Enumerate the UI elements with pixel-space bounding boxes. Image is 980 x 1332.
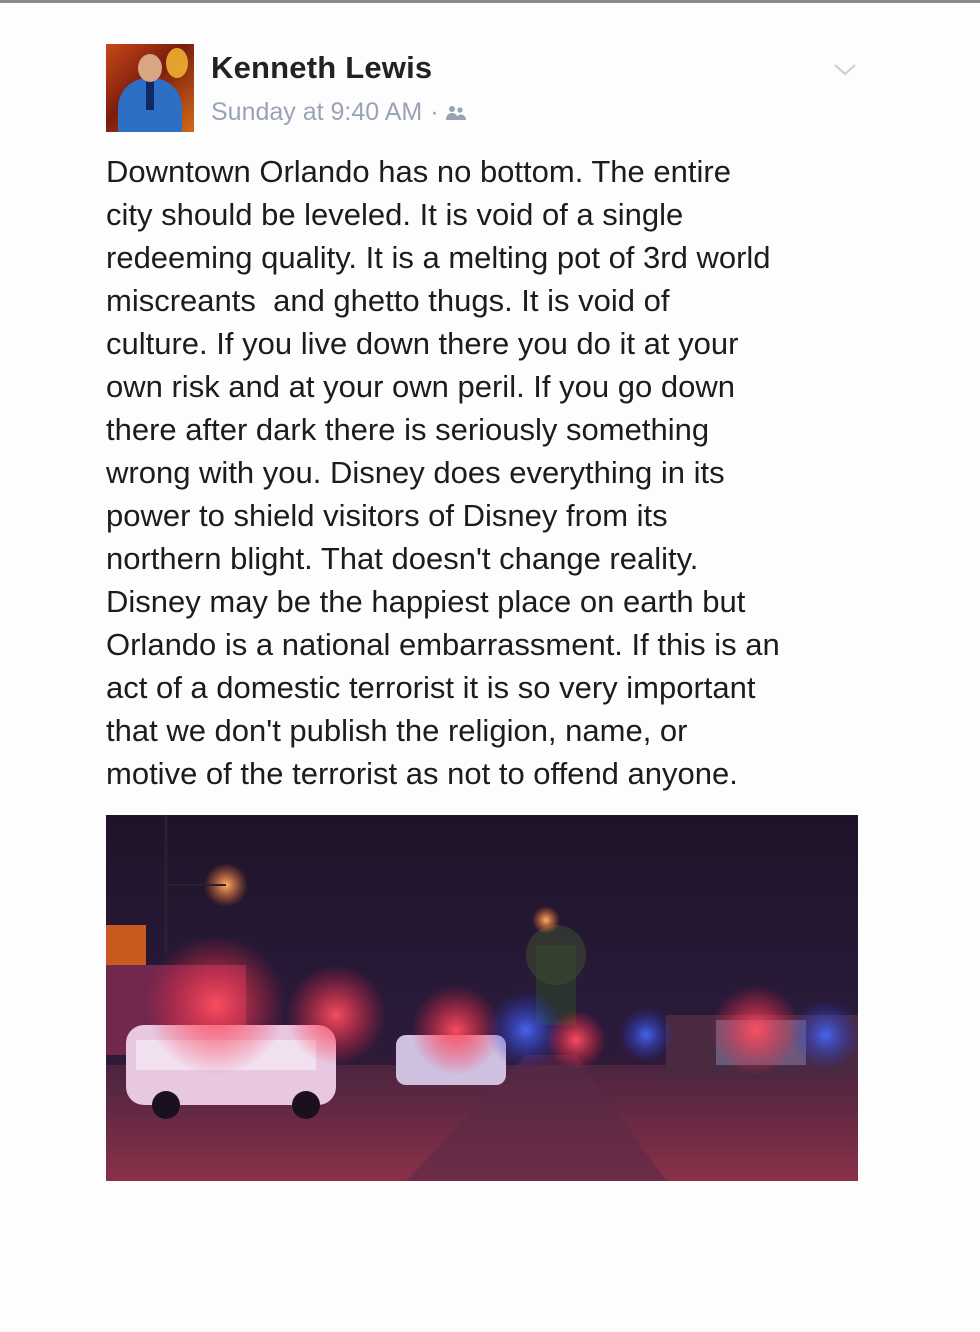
post-body-line: redeeming quality. It is a melting pot of 3rd world: [106, 240, 771, 275]
post-body-line: northern blight. That doesn't change reality.: [106, 541, 699, 576]
avatar[interactable]: [106, 44, 194, 132]
post-body-line: wrong with you. Disney does everything in its: [106, 455, 725, 490]
post-body-line: power to shield visitors of Disney from its: [106, 498, 668, 533]
post-body: [106, 150, 866, 795]
avatar-highlight: [166, 48, 188, 78]
post-meta: [211, 98, 467, 127]
facebook-post: [106, 44, 866, 1194]
chevron-down-icon[interactable]: [832, 60, 858, 80]
post-body-line: there after dark there is seriously something: [106, 412, 710, 447]
friends-icon[interactable]: [445, 105, 467, 121]
avatar-figure-head: [138, 54, 162, 82]
post-timestamp[interactable]: Sunday at 9:40 AM: [211, 98, 423, 126]
post-body-line: Orlando is a national embarrassment. If this is an: [106, 627, 780, 662]
post-photo[interactable]: [106, 815, 858, 1181]
post-body-line: motive of the terrorist as not to offend anyone.: [106, 756, 738, 791]
author-name[interactable]: Kenneth Lewis: [211, 50, 433, 85]
post-body-line: Disney may be the happiest place on earth but: [106, 584, 746, 619]
post-body-line: act of a domestic terrorist it is so very important: [106, 670, 756, 705]
post-body-line: miscreants and ghetto thugs. It is void of: [106, 283, 670, 318]
avatar-figure-tie: [146, 80, 154, 110]
top-border: [0, 0, 980, 3]
meta-separator: ·: [430, 98, 439, 126]
post-body-line: that we don't publish the religion, name, or: [106, 713, 688, 748]
post-body-line: own risk and at your own peril. If you go down: [106, 369, 735, 404]
post-body-line: culture. If you live down there you do it at your: [106, 326, 739, 361]
post-body-line: city should be leveled. It is void of a single: [106, 197, 684, 232]
post-body-line: Downtown Orlando has no bottom. The entire: [106, 154, 731, 189]
